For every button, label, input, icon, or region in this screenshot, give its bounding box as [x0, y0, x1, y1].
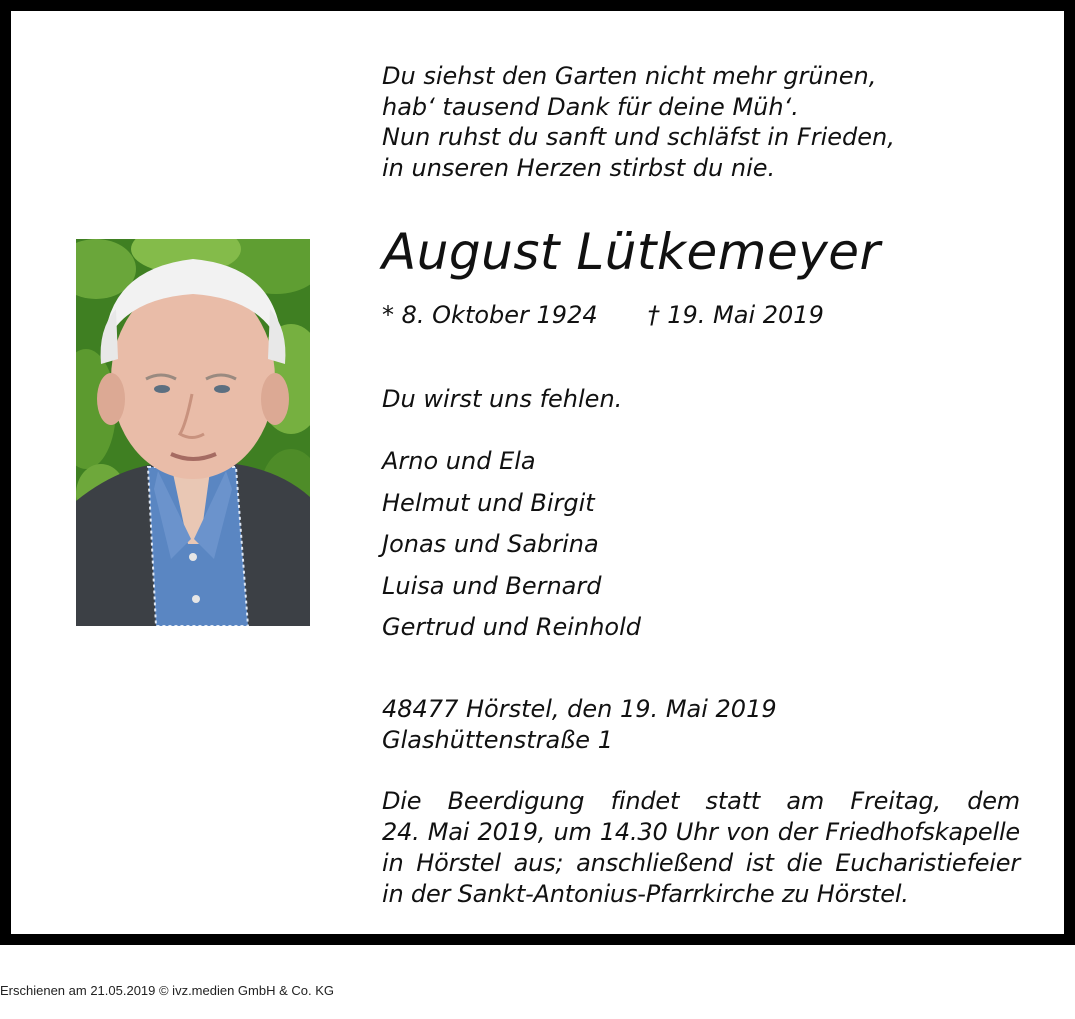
poem-line: Du siehst den Garten nicht mehr grünen,	[382, 62, 877, 90]
mourner-entry: Helmut und Birgit	[382, 488, 595, 517]
publication-footer: Erschienen am 21.05.2019 © ivz.medien GmbH & Co. KG	[0, 983, 335, 998]
poem-line: Nun ruhst du sanft und schläfst in Frieden,	[382, 123, 895, 151]
deceased-name: August Lütkemeyer	[382, 223, 881, 281]
mourner-entry: Arno und Ela	[382, 447, 536, 475]
funeral-line: in der Sankt-Antonius-Pfarrkirche zu Hörstel.	[382, 880, 909, 908]
poem-line: hab‘ tausend Dank für deine Müh‘.	[382, 92, 799, 121]
funeral-line: 24. Mai 2019, um 14.30 Uhr von der Friedhofskapelle	[382, 818, 1020, 846]
poem	[382, 61, 895, 183]
funeral-notice	[382, 786, 1020, 910]
life-dates	[382, 299, 824, 331]
place-date	[382, 694, 777, 756]
mourners-list	[382, 445, 641, 653]
street-address: Glashüttenstraße 1	[382, 726, 613, 754]
poem-line: in unseren Herzen stirbst du nie.	[382, 153, 776, 182]
portrait-illustration	[76, 239, 310, 626]
city-date: 48477 Hörstel, den 19. Mai 2019	[382, 695, 777, 723]
funeral-line: Die Beerdigung findet statt am Freitag, dem	[382, 787, 1020, 815]
death-date: † 19. Mai 2019	[647, 301, 824, 329]
funeral-line: in Hörstel aus; anschließend ist die Eucharistiefeier	[382, 849, 1020, 877]
mourner-entry: Luisa und Bernard	[382, 571, 602, 600]
birth-date: * 8. Oktober 1924	[382, 301, 598, 329]
mourner-entry: Gertrud und Reinhold	[382, 613, 641, 642]
portrait-photo	[76, 239, 310, 626]
mourner-entry: Jonas und Sabrina	[382, 530, 599, 559]
farewell-text: Du wirst uns fehlen.	[382, 385, 623, 413]
